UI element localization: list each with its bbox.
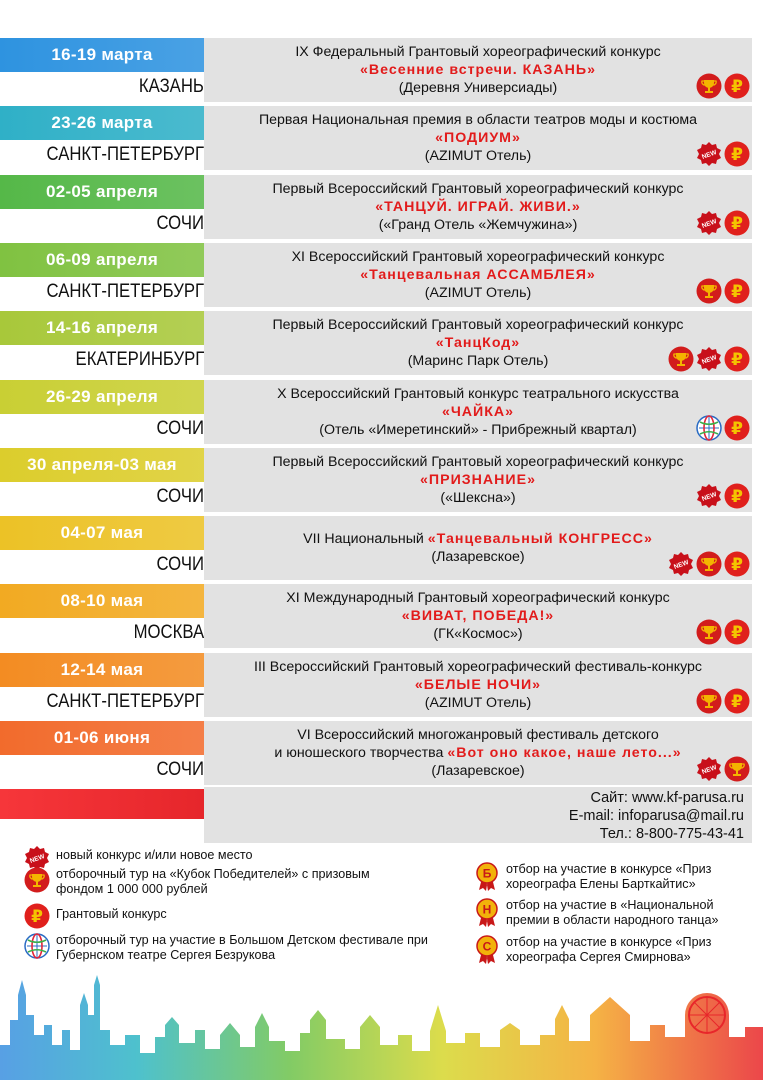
legend-b <box>474 862 754 892</box>
event-subtitle: Первый Всероссийский Грантовый хореографический конкурс <box>272 181 684 197</box>
contact-site[interactable]: Сайт: www.kf-parusa.ru <box>590 790 744 806</box>
event-date: 04-07 мая <box>60 523 144 542</box>
svg-text:NEW: NEW <box>701 149 718 161</box>
event-icons <box>696 415 750 441</box>
event-city: САНКТ-ПЕТЕРБУРГ <box>46 144 204 165</box>
event-title: «ТанцКод» <box>435 335 521 351</box>
medal-s-icon <box>474 935 500 961</box>
svg-text:NEW: NEW <box>701 764 718 776</box>
svg-text:NEW: NEW <box>701 354 718 366</box>
event-date-bar <box>0 584 204 618</box>
event-city: СОЧИ <box>156 554 204 575</box>
event-venue: (Деревня Универсиады) <box>398 80 558 96</box>
event-icons <box>696 483 750 509</box>
event-date-bar <box>0 721 204 755</box>
svg-text:₽: ₽ <box>731 623 743 643</box>
medal-n-icon <box>474 898 500 924</box>
event-description <box>204 180 752 234</box>
svg-text:₽: ₽ <box>731 419 743 439</box>
event-venue: (AZIMUT Отель) <box>424 695 532 711</box>
event-date-bar <box>0 448 204 482</box>
event-icons <box>696 278 750 304</box>
city-skyline-illustration <box>0 975 763 1080</box>
svg-text:Б: Б <box>482 866 492 881</box>
new-badge-icon <box>696 210 722 236</box>
event-panel <box>204 516 752 580</box>
event-city: КАЗАНЬ <box>138 76 204 97</box>
event-date: 16-19 марта <box>51 45 153 64</box>
svg-text:NEW: NEW <box>673 559 690 571</box>
event-date: 02-05 апреля <box>45 182 159 201</box>
event-panel <box>204 448 752 512</box>
ruble-icon <box>724 210 750 236</box>
legend-globe-text: отборочный тур на участие в Большом Детском фестивале при Губернском театре Сергея Безрукова <box>56 933 428 962</box>
event-venue: (Маринс Парк Отель) <box>407 353 549 369</box>
event-title: «ПОДИУМ» <box>435 130 521 146</box>
event-panel <box>204 380 752 444</box>
event-subtitle: Первый Всероссийский Грантовый хореографический конкурс <box>272 454 684 470</box>
ruble-icon <box>724 141 750 167</box>
event-icons <box>696 688 750 714</box>
legend-b-text: отбор на участие в конкурсе «Приз хореографа Елены Барткайтис» <box>506 862 712 891</box>
svg-text:₽: ₽ <box>731 692 743 712</box>
footer-red-bar <box>0 789 204 819</box>
event-date: 30 апреля-03 мая <box>27 455 177 474</box>
event-date-bar <box>0 516 204 550</box>
event-venue: (AZIMUT Отель) <box>424 285 532 301</box>
legend-globe <box>24 933 444 963</box>
ruble-icon <box>724 346 750 372</box>
event-date: 01-06 июня <box>53 728 151 747</box>
event-date-bar <box>0 243 204 277</box>
svg-text:₽: ₽ <box>731 282 743 302</box>
event-row <box>0 38 763 102</box>
event-panel <box>204 653 752 717</box>
event-city: МОСКВА <box>133 622 204 643</box>
event-panel <box>204 584 752 648</box>
event-icons <box>696 756 750 782</box>
event-row <box>0 584 763 648</box>
event-date: 26-29 апреля <box>45 387 159 406</box>
ruble-icon <box>724 619 750 645</box>
event-subtitle-2: и юношеского творчества <box>274 745 444 761</box>
trophy-icon <box>696 73 722 99</box>
trophy-icon <box>696 688 722 714</box>
legend-ruble <box>24 903 404 929</box>
svg-text:С: С <box>482 939 492 954</box>
event-city: ЕКАТЕРИНБУРГ <box>75 349 204 370</box>
event-date: 08-10 мая <box>60 591 144 610</box>
event-description <box>204 726 752 780</box>
event-subtitle: Первая Национальная премия в области театров моды и костюма <box>258 112 698 128</box>
event-title: «Танцевальный КОНГРЕСС» <box>427 531 653 547</box>
new-badge-icon <box>696 141 722 167</box>
medal-b-icon <box>474 862 500 888</box>
ruble-icon <box>724 551 750 577</box>
event-title: «ТАНЦУЙ. ИГРАЙ. ЖИВИ.» <box>375 199 581 215</box>
event-row <box>0 311 763 375</box>
svg-text:₽: ₽ <box>731 555 743 575</box>
legend-n <box>474 898 754 928</box>
event-venue: (Отель «Имеретинский» - Прибрежный квартал) <box>319 422 637 438</box>
event-row <box>0 175 763 239</box>
contact-panel <box>204 787 752 843</box>
event-city: СОЧИ <box>156 418 204 439</box>
event-row <box>0 516 763 580</box>
ruble-icon <box>724 278 750 304</box>
legend-ruble-text: Грантовый конкурс <box>56 907 167 921</box>
svg-text:₽: ₽ <box>731 214 743 234</box>
event-row <box>0 243 763 307</box>
event-date: 06-09 апреля <box>45 250 159 269</box>
event-panel <box>204 721 752 785</box>
event-city: САНКТ-ПЕТЕРБУРГ <box>46 281 204 302</box>
trophy-icon <box>24 867 50 893</box>
legend-trophy <box>24 867 404 897</box>
new-badge-icon <box>696 756 722 782</box>
event-description <box>204 589 752 643</box>
event-subtitle: XI Международный Грантовый хореографический конкурс <box>286 590 670 606</box>
legend-n-text: отбор на участие в «Национальной премии в области народного танца» <box>506 898 719 927</box>
new-badge-icon <box>696 483 722 509</box>
svg-text:₽: ₽ <box>731 487 743 507</box>
event-icons <box>696 210 750 236</box>
event-subtitle: VII Национальный <box>303 531 424 547</box>
event-date: 12-14 мая <box>60 660 144 679</box>
event-venue: («Шексна») <box>440 490 516 506</box>
svg-text:NEW: NEW <box>29 853 46 865</box>
svg-text:₽: ₽ <box>731 77 743 97</box>
event-venue: (AZIMUT Отель) <box>424 148 532 164</box>
ruble-icon <box>724 483 750 509</box>
event-description <box>204 248 752 302</box>
event-city: САНКТ-ПЕТЕРБУРГ <box>46 691 204 712</box>
trophy-icon <box>696 619 722 645</box>
event-city: СОЧИ <box>156 759 204 780</box>
event-panel <box>204 175 752 239</box>
event-row <box>0 106 763 170</box>
event-description <box>204 453 752 507</box>
event-description <box>204 111 752 165</box>
event-title: «БЕЛЫЕ НОЧИ» <box>414 677 542 693</box>
trophy-icon <box>724 756 750 782</box>
event-subtitle: IX Федеральный Грантовый хореографический конкурс <box>295 44 661 60</box>
new-badge-icon <box>668 551 694 577</box>
event-date-bar <box>0 380 204 414</box>
event-panel <box>204 311 752 375</box>
svg-text:₽: ₽ <box>31 907 43 927</box>
globe-icon <box>696 415 722 441</box>
svg-text:Н: Н <box>482 902 492 917</box>
ruble-icon <box>724 73 750 99</box>
new-badge-icon <box>696 346 722 372</box>
trophy-icon <box>696 278 722 304</box>
trophy-icon <box>668 346 694 372</box>
event-title: «ВИВАТ, ПОБЕДА!» <box>401 608 555 624</box>
event-date-bar <box>0 653 204 687</box>
event-title: «ПРИЗНАНИЕ» <box>420 472 536 488</box>
event-city: СОЧИ <box>156 486 204 507</box>
event-title: «Весенние встречи. КАЗАНЬ» <box>360 62 596 78</box>
event-icons <box>668 551 750 577</box>
event-description <box>204 43 752 97</box>
event-date: 23-26 марта <box>51 113 153 132</box>
event-row <box>0 653 763 717</box>
event-row <box>0 721 763 785</box>
svg-text:₽: ₽ <box>731 145 743 165</box>
event-date: 14-16 апреля <box>45 318 159 337</box>
event-subtitle: XI Всероссийский Грантовый хореографический конкурс <box>291 249 665 265</box>
globe-icon <box>24 933 50 959</box>
event-subtitle: Первый Всероссийский Грантовый хореографический конкурс <box>272 317 684 333</box>
event-icons <box>696 619 750 645</box>
event-panel <box>204 106 752 170</box>
event-venue: (ГК«Космос») <box>433 626 523 642</box>
svg-text:NEW: NEW <box>701 218 718 230</box>
event-subtitle: VI Всероссийский многожанровый фестиваль детского <box>297 727 659 743</box>
legend-new-text: новый конкурс и/или новое место <box>56 848 253 862</box>
legend-trophy-text: отборочный тур на «Кубок Победителей» с призовым фондом 1 000 000 рублей <box>56 867 370 896</box>
ruble-icon <box>24 903 50 929</box>
event-date-bar <box>0 38 204 72</box>
legend-s <box>474 935 754 965</box>
event-date-bar <box>0 106 204 140</box>
contact-email[interactable]: E-mail: infoparusa@mail.ru <box>568 808 744 824</box>
legend-s-text: отбор на участие в конкурсе «Приз хореографа Сергея Смирнова» <box>506 935 712 964</box>
contact-phone[interactable]: Тел.: 8-800-775-43-41 <box>599 826 744 842</box>
event-row <box>0 380 763 444</box>
svg-text:₽: ₽ <box>731 350 743 370</box>
ruble-icon <box>724 688 750 714</box>
event-date-bar <box>0 311 204 345</box>
event-description <box>204 385 752 439</box>
event-panel <box>204 38 752 102</box>
event-venue: («Гранд Отель «Жемчужина») <box>378 217 578 233</box>
event-icons <box>696 73 750 99</box>
event-venue: (Лазаревское) <box>431 763 525 779</box>
event-title: «ЧАЙКА» <box>441 404 515 420</box>
ruble-icon <box>724 415 750 441</box>
event-title: «Танцевальная АССАМБЛЕЯ» <box>360 267 596 283</box>
event-icons <box>696 141 750 167</box>
event-date-bar <box>0 175 204 209</box>
event-title: «Вот оно какое, наше лето...» <box>447 745 682 761</box>
trophy-icon <box>696 551 722 577</box>
event-row <box>0 448 763 512</box>
event-panel <box>204 243 752 307</box>
svg-text:NEW: NEW <box>701 491 718 503</box>
event-venue: (Лазаревское) <box>431 549 525 565</box>
event-subtitle: III Всероссийский Грантовый хореографический фестиваль-конкурс <box>254 659 702 675</box>
event-description <box>204 658 752 712</box>
event-subtitle: X Всероссийский Грантовый конкурс театрального искусства <box>277 386 679 402</box>
event-city: СОЧИ <box>156 213 204 234</box>
event-icons <box>668 346 750 372</box>
